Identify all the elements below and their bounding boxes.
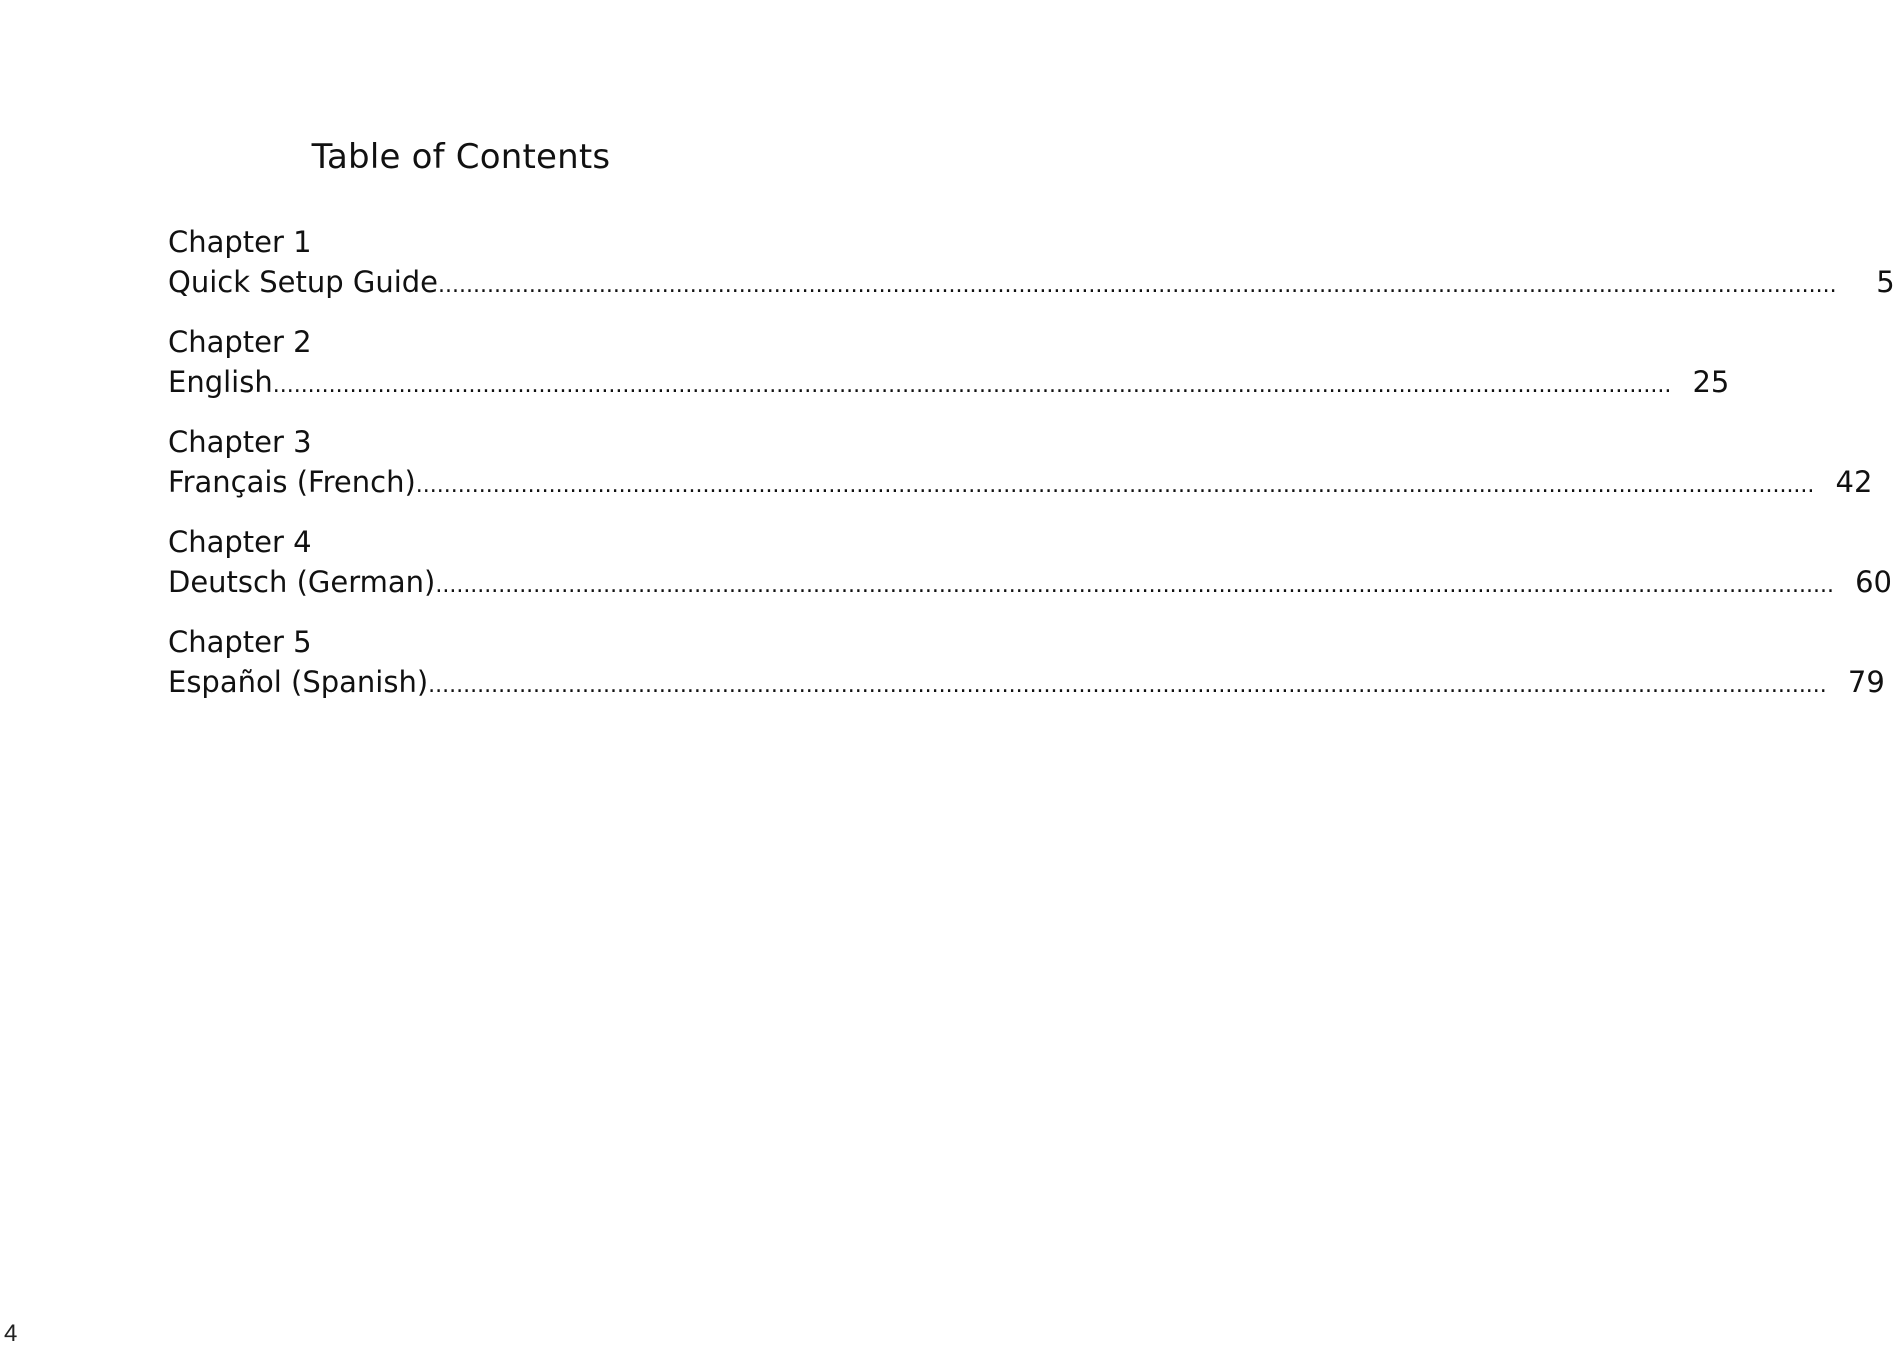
- toc-entry-line: [168, 262, 1895, 306]
- chapter-title: Deutsch (German): [168, 565, 436, 599]
- dot-leader: ........................................................................................................................................................................................................: [428, 673, 1827, 698]
- chapter-label: Chapter 5: [168, 625, 312, 659]
- chapter-page-number: 25: [1692, 365, 1730, 399]
- toc-entry-line: [168, 662, 1885, 706]
- chapter-page-number: 60: [1855, 565, 1892, 599]
- chapter-title: Quick Setup Guide: [168, 265, 439, 299]
- chapter-title: Español (Spanish): [168, 665, 429, 699]
- chapter-label: Chapter 1: [168, 225, 312, 259]
- chapter-page-number: 79: [1847, 665, 1885, 699]
- toc-entry-chapter-2: [168, 322, 1730, 422]
- toc-entry-line: [168, 462, 1873, 506]
- toc-entry-chapter-1: [168, 222, 1895, 322]
- dot-leader: ........................................................................................................................................................................................................: [415, 473, 1815, 498]
- toc-entry-line: [168, 562, 1892, 606]
- chapter-page-number: 42: [1835, 465, 1873, 499]
- chapter-title: English: [168, 365, 273, 399]
- toc-entry-chapter-3: [168, 422, 1873, 522]
- page-number: 4: [4, 1320, 18, 1347]
- chapter-title: Français (French): [168, 465, 416, 499]
- toc-entry-chapter-5: [168, 622, 1885, 722]
- chapter-label: Chapter 2: [168, 325, 312, 359]
- toc-entry-line: [168, 362, 1730, 406]
- dot-leader: ........................................................................................................................................................................................................: [272, 373, 1672, 398]
- chapter-page-number: 5: [1876, 265, 1895, 299]
- toc-entry-chapter-4: [168, 522, 1892, 622]
- chapter-label: Chapter 4: [168, 525, 312, 559]
- chapter-label: Chapter 3: [168, 425, 312, 459]
- dot-leader: ........................................................................................................................................................................................................: [438, 273, 1837, 298]
- table-of-contents: [168, 222, 1895, 722]
- page-title: Table of Contents: [311, 137, 611, 177]
- dot-leader: ........................................................................................................................................................................................................: [435, 573, 1834, 598]
